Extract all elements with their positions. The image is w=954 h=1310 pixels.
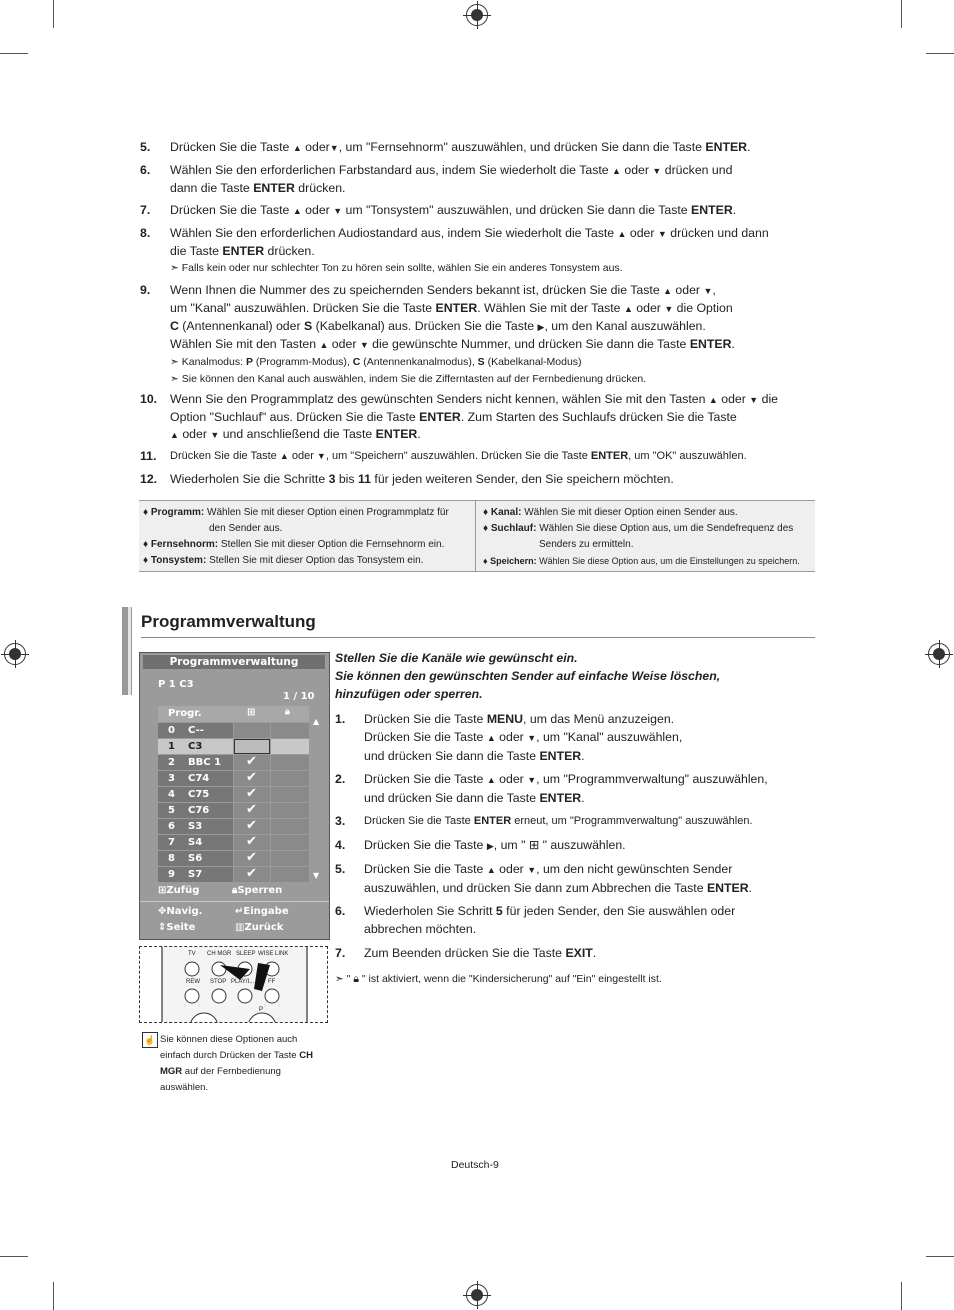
rstep-5: 5. Drücken Sie die Taste ▲ oder ▼, um den nicht gewünschten Sender auszuwählen, und drücken Sie dann zum Abbrechen die Taste ENTER. xyxy=(335,862,753,895)
step-12: 12. Wiederholen Sie die Schritte 3 bis 11 für jeden weiteren Sender, den Sie speichern möchten. xyxy=(140,472,674,486)
back-hint: ▥Zurück xyxy=(235,922,284,933)
lock-note: ➣ " 🔒︎ " ist aktiviert, wenn die "Kindersicherung" auf "Ein" eingestellt ist. xyxy=(335,973,662,985)
play-button-label: PLAY/I... xyxy=(231,979,255,985)
note-arrow-icon: ➣ xyxy=(170,262,179,274)
rstep-1: 1. Drücken Sie die Taste MENU, um das Menü anzuzeigen. Drücken Sie die Taste ▲ oder ▼, um "Kanal" auszuwählen, und drücken Sie dann die Taste ENTER. xyxy=(335,712,683,763)
checkmark-icon: ✔ xyxy=(246,786,257,801)
crop-mark xyxy=(53,0,54,28)
down-arrow-icon: ▼ xyxy=(664,304,674,314)
crop-mark xyxy=(926,53,954,54)
scroll-up-icon[interactable]: ▲ xyxy=(313,717,320,726)
registration-mark-icon xyxy=(466,1284,488,1306)
channel-row[interactable]: 5 C76 ✔ xyxy=(158,803,309,819)
up-arrow-icon: ▲ xyxy=(486,733,496,743)
channel-row[interactable]: 6 S3 ✔ xyxy=(158,819,309,835)
checkmark-icon: ✔ xyxy=(246,802,257,817)
bullet-icon: ♦ xyxy=(483,523,489,534)
remote-control-illustration xyxy=(139,946,328,1023)
channel-row[interactable]: 3 C74 ✔ xyxy=(158,771,309,787)
channel-row[interactable]: 4 C75 ✔ xyxy=(158,787,309,803)
rstep-6: 6. Wiederholen Sie Schritt 5 für jeden Sender, den Sie auswählen oder abbrechen möchten. xyxy=(335,904,736,936)
down-arrow-icon: ▼ xyxy=(316,451,326,461)
nav-hint: ✥Navig. xyxy=(158,906,203,917)
up-arrow-icon: ▲ xyxy=(612,166,621,176)
checkmark-icon: ✔ xyxy=(246,834,257,849)
add-option[interactable]: ⊞Zufüg xyxy=(158,885,200,896)
info-speichern: ♦ Speichern: Wählen Sie diese Option aus, um die Einstellungen zu speichern. xyxy=(483,556,800,566)
note-arrow-icon: ➣ xyxy=(335,973,344,985)
crop-mark xyxy=(0,53,28,54)
crop-mark xyxy=(901,0,902,28)
rstep-4: 4. Drücken Sie die Taste ▶, um " ⊞ " auszuwählen. xyxy=(335,838,626,852)
down-arrow-icon: ▼ xyxy=(527,733,537,743)
enter-hint: ↵Eingabe xyxy=(235,906,289,917)
down-arrow-icon: ▼ xyxy=(329,143,339,153)
step-8: 8. Wählen Sie den erforderlichen Audiostandard aus, indem Sie wiederholt die Taste ▲ oder ▼ drücken und dann die Taste ENTER drücken. ➣ Falls kein oder nur schlechter Ton zu hören sein sollte, wählen Sie ein anderes Tonsystem aus. xyxy=(140,226,769,274)
step-10: 10. Wenn Sie den Programmplatz des gewünschten Senders nicht kennen, wählen Sie mit den Tasten ▲ oder ▼ die Option "Suchlauf" aus. Drücken Sie die Taste ENTER. Zum Starten des Suchlaufs drücken Sie die Taste ▲ oder ▼ und anschließend die Taste ENTER. xyxy=(140,392,779,441)
intro: Stellen Sie die Kanäle wie gewünscht ein. Sie können den gewünschten Sender auf einfache Weise löschen, hinzufügen oder sperren. xyxy=(335,651,721,701)
page-hint: ⇕Seite xyxy=(158,922,196,933)
menu-title: Programmverwaltung xyxy=(143,655,325,669)
registration-mark-icon xyxy=(4,643,26,665)
page-icon: ⇕ xyxy=(158,922,167,933)
wise-link-button-label: WISE LINK xyxy=(258,951,289,957)
lock-icon: 🔒︎ xyxy=(353,973,359,985)
info-programm: ♦ Programm: Wählen Sie mit dieser Option einen Programmplatz für den Sender aus. xyxy=(143,507,449,534)
divider xyxy=(141,637,815,638)
navigate-icon: ✥ xyxy=(158,906,167,917)
sleep-button-label: SLEEP xyxy=(236,951,256,957)
checkmark-icon: ✔ xyxy=(246,866,257,881)
ff-button-label: FF xyxy=(268,979,276,985)
back-icon: ▥ xyxy=(235,922,245,933)
checkmark-icon: ✔ xyxy=(246,850,257,865)
current-channel: P 1 C3 xyxy=(158,679,194,690)
note-arrow-icon: ➣ xyxy=(170,356,179,368)
down-arrow-icon: ▼ xyxy=(703,286,713,296)
down-arrow-icon: ▼ xyxy=(749,395,759,405)
step-7: 7. Drücken Sie die Taste ▲ oder ▼ um "Tonsystem" auszuwählen, und drücken Sie dann die Taste ENTER. xyxy=(140,203,737,217)
info-fernsehnorm: ♦ Fernsehnorm: Stellen Sie mit dieser Option die Fernsehnorm ein. xyxy=(143,539,445,550)
bullet-icon: ♦ xyxy=(483,507,489,518)
section-title: Programmverwaltung xyxy=(141,612,316,631)
checkmark-icon: ✔ xyxy=(246,754,257,769)
down-arrow-icon: ▼ xyxy=(333,206,343,216)
channel-row[interactable]: 2 BBC 1 ✔ xyxy=(158,755,309,771)
down-arrow-icon: ▼ xyxy=(527,775,537,785)
rstep-3: 3. Drücken Sie die Taste ENTER erneut, um "Programmverwaltung" auszuwählen. xyxy=(335,814,753,828)
channel-row[interactable]: 7 S4 ✔ xyxy=(158,835,309,851)
page-indicator: 1 / 10 xyxy=(283,691,315,702)
up-arrow-icon: ▲ xyxy=(292,206,302,216)
channel-row[interactable]: 0 C-- xyxy=(158,723,309,739)
bullet-icon: ♦ xyxy=(143,507,149,518)
stop-button-label: STOP xyxy=(210,979,227,985)
crop-mark xyxy=(0,1256,28,1257)
registration-mark-icon xyxy=(466,4,488,26)
lock-icon: 🔒︎ xyxy=(232,885,238,896)
osd-menu xyxy=(139,652,330,940)
down-arrow-icon: ▼ xyxy=(527,865,537,875)
down-arrow-icon: ▼ xyxy=(657,229,667,239)
bullet-icon: ♦ xyxy=(483,556,488,566)
step-9: 9. Wenn Ihnen die Nummer des zu speichernden Senders bekannt ist, drücken Sie die Taste ▲ oder ▼, um "Kanal" auszuwählen. Drücken Sie die Taste ENTER. Wählen Sie mit der Taste ▲ oder ▼ die Option C (Antennenkanal) oder S (Kabelkanal) aus. Drücken Sie die Taste ▶, um den Kanal auszuwählen. Wählen Sie mit den Tasten ▲ oder ▼ die gewünschte Nummer, und drücken Sie dann die Taste ENTER. ➣ Kanalmodus: P (Programm-Modus), C (Antennenkanalmodus), S (Kabelkanal-Modus) ➣ Sie können den Kanal auch auswählen, indem Sie die Zifferntasten auf der Fernbedienung drücken. xyxy=(140,283,735,385)
step-6: 6. Wählen Sie den erforderlichen Farbstandard aus, indem Sie wiederholt die Taste ▲ oder ▼ drücken und dann die Taste ENTER drücken. xyxy=(140,163,733,195)
p-button-label: P xyxy=(259,1007,264,1013)
scroll-down-icon[interactable]: ▼ xyxy=(313,871,320,880)
crop-mark xyxy=(53,1282,54,1310)
bullet-icon: ♦ xyxy=(143,539,149,550)
bullet-icon: ♦ xyxy=(143,555,149,566)
up-arrow-icon: ▲ xyxy=(292,143,302,153)
up-arrow-icon: ▲ xyxy=(623,304,633,314)
up-arrow-icon: ▲ xyxy=(663,286,672,296)
rew-button-label: REW xyxy=(186,979,200,985)
up-arrow-icon: ▲ xyxy=(279,451,289,461)
rstep-7: 7. Zum Beenden drücken Sie die Taste EXIT. xyxy=(335,946,597,960)
checkmark-icon: ✔ xyxy=(246,818,257,833)
col-header-progr: Progr. xyxy=(168,708,202,719)
rstep-2: 2. Drücken Sie die Taste ▲ oder ▼, um "Programmverwaltung" auszuwählen, und drücken Sie dann die Taste ENTER. xyxy=(335,772,768,805)
channel-row[interactable]: 1 C3 xyxy=(158,739,309,755)
tv-button-label: TV xyxy=(188,951,196,957)
add-icon: ⊞ xyxy=(528,838,540,852)
option-info-table xyxy=(139,500,815,572)
info-suchlauf: ♦ Suchlauf: Wählen Sie diese Option aus, um die Sendefrequenz des Senders zu ermitteln. xyxy=(483,523,794,550)
up-arrow-icon: ▲ xyxy=(708,395,718,405)
info-kanal: ♦ Kanal: Wählen Sie mit dieser Option einen Sender aus. xyxy=(483,507,738,518)
up-arrow-icon: ▲ xyxy=(170,430,179,440)
down-arrow-icon: ▼ xyxy=(359,340,369,350)
hand-icon: ☝ xyxy=(142,1032,158,1048)
step-11: 11. Drücken Sie die Taste ▲ oder ▼, um "Speichern" auszuwählen. Drücken Sie die Taste ENTER, um "OK" auszuwählen. xyxy=(140,449,747,463)
add-icon: ⊞ xyxy=(158,885,167,896)
channel-row[interactable]: 9 S7 ✔ xyxy=(158,867,309,883)
page-footer: Deutsch-9 xyxy=(451,1159,499,1171)
down-arrow-icon: ▼ xyxy=(210,430,220,440)
crop-mark xyxy=(901,1282,902,1310)
right-arrow-icon: ▶ xyxy=(537,322,545,332)
ch-mgr-button-label: CH MGR xyxy=(207,951,232,957)
crop-mark xyxy=(926,1256,954,1257)
down-arrow-icon: ▼ xyxy=(652,166,662,176)
up-arrow-icon: ▲ xyxy=(319,340,329,350)
checkmark-icon: ✔ xyxy=(246,770,257,785)
lock-option[interactable]: 🔒︎Sperren xyxy=(232,885,283,896)
enter-icon: ↵ xyxy=(235,906,244,917)
registration-mark-icon xyxy=(928,643,950,665)
info-tonsystem: ♦ Tonsystem: Stellen Sie mit dieser Option das Tonsystem ein. xyxy=(143,555,424,566)
up-arrow-icon: ▲ xyxy=(617,229,627,239)
right-arrow-icon: ▶ xyxy=(486,841,494,851)
tip-text: Sie können diese Optionen auch einfach durch Drücken der Taste CH MGR auf der Fernbedienung auswählen. xyxy=(160,1034,313,1093)
step-5: 5. Drücken Sie die Taste ▲ oder▼, um "Fernsehnorm" auszuwählen, und drücken Sie dann die Taste ENTER. xyxy=(140,140,751,154)
up-arrow-icon: ▲ xyxy=(486,775,496,785)
lock-icon: 🔒︎ xyxy=(285,707,290,717)
add-icon: ⊞ xyxy=(247,707,256,718)
up-arrow-icon: ▲ xyxy=(486,865,496,875)
channel-row[interactable]: 8 S6 ✔ xyxy=(158,851,309,867)
note-arrow-icon: ➣ xyxy=(170,373,179,385)
